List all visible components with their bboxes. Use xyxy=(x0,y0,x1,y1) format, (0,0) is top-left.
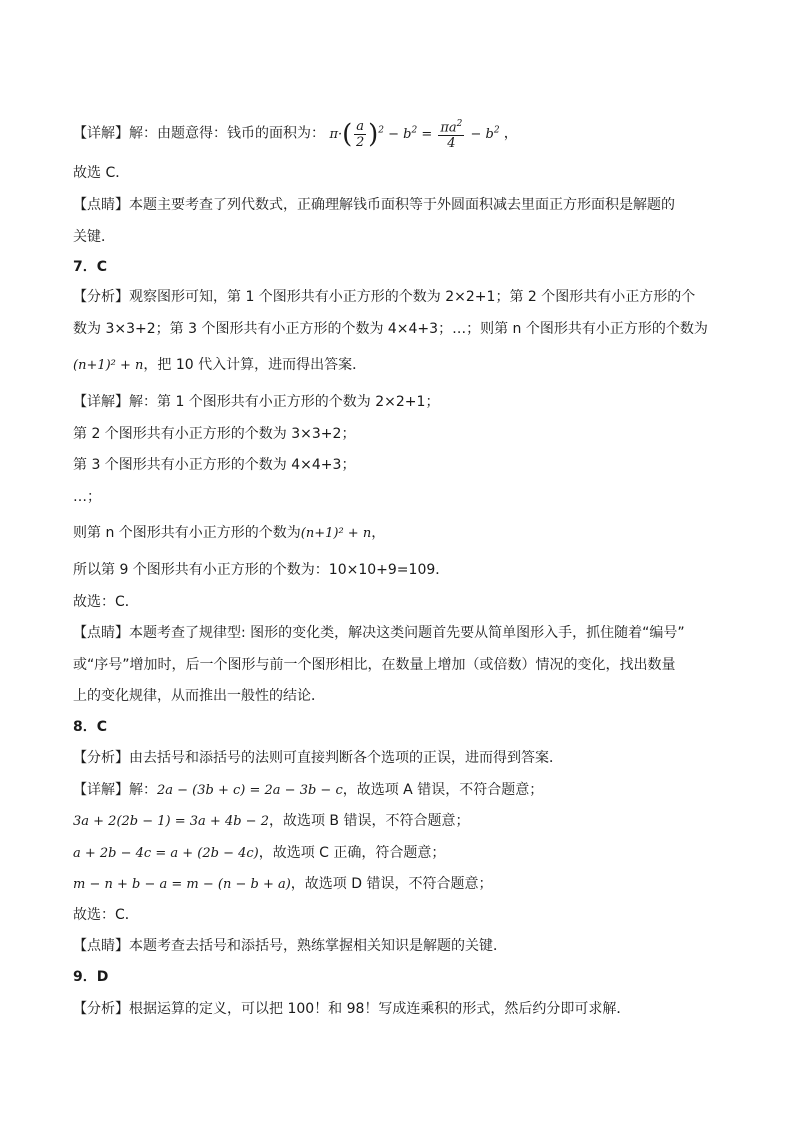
detail-line-coin-area: 【详解】解：由题意得：钱币的面积为： π·( $\frac{a}{2}$ )$^2 - b^2$ = $\frac{\pi a^2}{4}$ − $b^2$ ， xyxy=(73,118,518,152)
formula: m − n + b − a = m − (n − b + a) xyxy=(73,877,291,892)
question-number: 7．C xyxy=(73,259,108,275)
detail-line: 3a + 2(2b − 1) = 3a + 4b − 2，故选项 B 错误，不符合题意； xyxy=(73,813,470,829)
detail-line: 【详解】解：第 1 个图形共有小正方形的个数为 2×2+1； xyxy=(73,394,440,410)
answer-line: 故选：C． xyxy=(73,907,139,923)
detail-line: 第 3 个图形共有小正方形的个数为 4×4+3； xyxy=(73,457,356,473)
detail-line: 第 2 个图形共有小正方形的个数为 3×3+2； xyxy=(73,426,356,442)
detail-line: m − n + b − a = m − (n − b + a)，故选项 D 错误，不符合题意； xyxy=(73,876,493,892)
analysis-line: (n+1)² + n，把 10 代入计算，进而得出答案． xyxy=(73,357,367,373)
analysis-line: 【分析】由去括号和添括号的法则可直接判断各个选项的正误，进而得到答案． xyxy=(73,750,563,766)
analysis-line: 数为 3×3+2；第 3 个图形共有小正方形的个数为 4×4+3；…；则第 n 个图形共有小正方形的个数为 xyxy=(73,321,708,337)
formula: 3a + 2(2b − 1) = 3a + 4b − 2 xyxy=(73,814,269,829)
detail-line: …； xyxy=(73,489,101,505)
comment-line: 关键． xyxy=(73,229,115,245)
formula: 2a − (3b + c) = 2a − 3b − c xyxy=(157,783,343,798)
comment-line: 上的变化规律，从而推出一般性的结论． xyxy=(73,688,325,704)
answer-line: 故选 C． xyxy=(73,165,130,181)
detail-line: 则第 n 个图形共有小正方形的个数为(n+1)² + n， xyxy=(73,525,386,541)
comment-line: 或“序号”增加时，后一个图形与前一个图形相比，在数量上增加（或倍数）情况的变化，找出数量 xyxy=(73,657,676,673)
detail-line: 【详解】解：2a − (3b + c) = 2a − 3b − c，故选项 A 错误，不符合题意； xyxy=(73,782,544,798)
detail-line: 所以第 9 个图形共有小正方形的个数为：10×10+9=109． xyxy=(73,562,450,578)
analysis-line: 【分析】观察图形可知，第 1 个图形共有小正方形的个数为 2×2+1；第 2 个图形共有小正方形的个 xyxy=(73,289,696,305)
analysis-line: 【分析】根据运算的定义，可以把 100！和 98！写成连乘积的形式，然后约分即可求解． xyxy=(73,1001,631,1017)
question-number: 8．C xyxy=(73,719,108,735)
coin-area-formula: π·( $\frac{a}{2}$ )$^2 - b^2$ = $\frac{\pi a^2}{4}$ − $b^2$ xyxy=(329,118,500,152)
detail-line: a + 2b − 4c = a + (2b − 4c)，故选项 C 正确，符合题意； xyxy=(73,845,446,861)
detail-label: 【详解】解：由题意得：钱币的面积为： xyxy=(73,125,325,142)
question-number: 9．D xyxy=(73,969,109,985)
comment-line: 【点睛】本题主要考查了列代数式，正确理解钱币面积等于外圆面积减去里面正方形面积是解题的 xyxy=(73,197,675,213)
formula: (n+1)² + n xyxy=(300,526,372,541)
formula: (n+1)² + n xyxy=(73,358,144,373)
comment-line: 【点睛】本题考查了规律型: 图形的变化类，解决这类问题首先要从简单图形入手，抓住随着“编号” xyxy=(73,625,685,641)
answer-line: 故选：C． xyxy=(73,594,139,610)
formula: a + 2b − 4c = a + (2b − 4c) xyxy=(73,846,259,861)
comment-line: 【点睛】本题考查去括号和添括号，熟练掌握相关知识是解题的关键． xyxy=(73,938,507,954)
